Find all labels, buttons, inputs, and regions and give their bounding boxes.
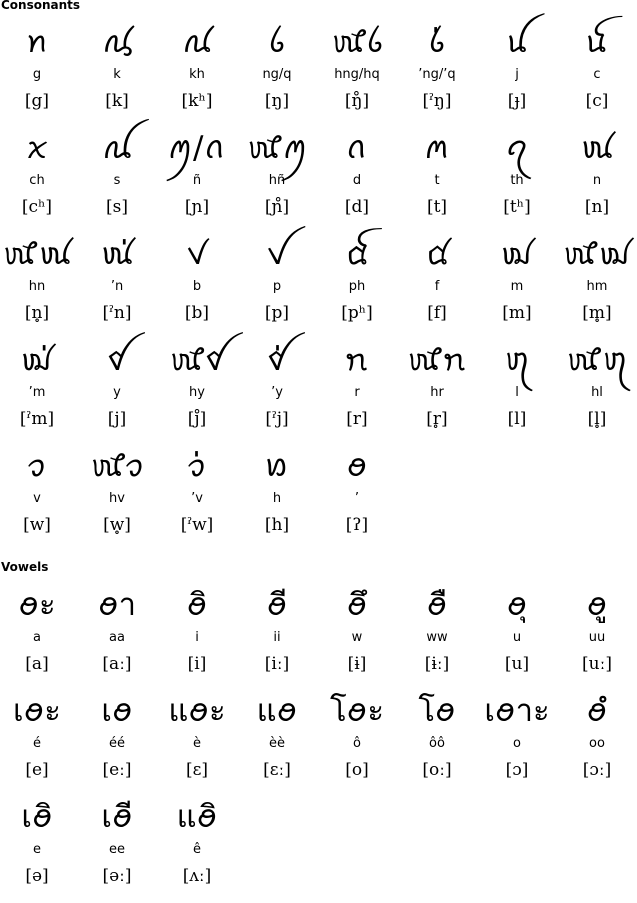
- transliteration: hm: [586, 279, 608, 294]
- ipa-value: [m]: [502, 303, 532, 323]
- letter-cell: [77, 22, 157, 116]
- letter-cell: [157, 446, 237, 540]
- letter-cell: [157, 691, 237, 785]
- ipa-value: [aː]: [102, 654, 132, 674]
- tai-viet-glyph: เꪮี: [101, 799, 133, 835]
- transliteration: é: [33, 736, 41, 751]
- letter-cell: [157, 128, 237, 222]
- ipa-value: [ɨː]: [424, 654, 450, 674]
- transliteration: e: [33, 842, 41, 857]
- tai-viet-glyph: ꪈꪘ: [1, 236, 73, 272]
- tai-viet-glyph: เꪮาะ: [484, 693, 550, 729]
- letter-cell: [77, 691, 157, 785]
- tai-viet-glyph: ꪮิ: [186, 587, 208, 623]
- transliteration: th: [510, 173, 524, 188]
- tai-viet-glyph: ꪮะ: [18, 587, 56, 623]
- transliteration: v: [33, 491, 41, 506]
- letter-cell: [157, 340, 237, 434]
- transliteration: b: [192, 279, 202, 294]
- letter-cell: [317, 234, 397, 328]
- table-row: [0, 446, 620, 552]
- transliteration: oo: [589, 736, 605, 751]
- tai-viet-glyph: ꪤ: [106, 342, 128, 378]
- transliteration: èè: [269, 736, 285, 751]
- letter-cell: [557, 691, 637, 785]
- ipa-value: [t]: [426, 197, 448, 217]
- tai-viet-glyph: แꪮ: [256, 693, 298, 729]
- transliteration: n: [592, 173, 602, 188]
- letter-cell: [317, 128, 397, 222]
- tai-viet-glyph: ꪢ: [499, 236, 535, 272]
- ipa-value: [r]: [346, 409, 368, 429]
- transliteration: hy: [189, 385, 205, 400]
- transliteration: r: [354, 385, 360, 400]
- letter-cell: [477, 22, 557, 116]
- letter-cell: [237, 446, 317, 540]
- ipa-value: [ʔ]: [345, 515, 369, 535]
- tai-viet-glyph: แꪮิ: [176, 799, 218, 835]
- ipa-value: [oː]: [422, 760, 452, 780]
- tai-viet-glyph: ꪈꪑ: [246, 130, 308, 166]
- ipa-value: [s]: [106, 197, 128, 217]
- transliteration: ph: [348, 279, 366, 294]
- tai-viet-glyph: ꪊ: [505, 24, 529, 60]
- letter-cell: [157, 22, 237, 116]
- letter-cell: [557, 585, 637, 679]
- tai-viet-glyph: ꪈꪦ: [406, 342, 468, 378]
- letter-cell: [77, 446, 157, 540]
- transliteration: k: [113, 67, 121, 82]
- transliteration: u: [512, 630, 522, 645]
- transliteration: hl: [591, 385, 603, 400]
- ipa-value: [d]: [344, 197, 370, 217]
- ipa-value: [pʰ]: [341, 303, 373, 323]
- ipa-value: [ˀn]: [102, 303, 132, 323]
- transliteration: ôô: [429, 736, 445, 751]
- tai-viet-glyph: โꪮ: [418, 693, 456, 729]
- tai-viet-glyph: ꪞ: [344, 236, 370, 272]
- tai-viet-glyph: ꪚ: [186, 236, 208, 272]
- transliteration: d: [352, 173, 362, 188]
- letter-cell: [77, 797, 157, 891]
- letter-cell: [477, 691, 557, 785]
- tai-viet-glyph: แꪮะ: [168, 693, 226, 729]
- tai-viet-glyph: ꪠ: [424, 236, 450, 272]
- letter-cell: [157, 234, 237, 328]
- ipa-value: [l̥]: [587, 409, 607, 429]
- transliteration: hng/hq: [334, 67, 380, 82]
- letter-cell: [0, 22, 77, 116]
- transliteration: ’n: [110, 279, 124, 294]
- ipa-value: [i]: [187, 654, 207, 674]
- tai-viet-glyph: โꪮะ: [330, 693, 384, 729]
- transliteration: ’v: [191, 491, 203, 506]
- ipa-value: [a]: [25, 654, 49, 674]
- tai-viet-glyph: ꪄ: [181, 24, 213, 60]
- tai-viet-glyph: ꪀ: [25, 24, 49, 60]
- transliteration: c: [593, 67, 601, 82]
- transliteration: ô: [353, 736, 361, 751]
- tai-viet-glyph: ꪉ: [268, 24, 286, 60]
- ipa-value: [ˀj]: [265, 409, 289, 429]
- transliteration: j: [515, 67, 519, 82]
- ipa-value: [w̥]: [103, 515, 131, 535]
- letter-cell: [397, 128, 477, 222]
- ipa-value: [r̥]: [426, 409, 448, 429]
- tai-viet-glyph: ꪮ: [346, 448, 368, 484]
- transliteration: è: [193, 736, 201, 751]
- transliteration: m: [510, 279, 524, 294]
- tai-viet-glyph: ꪂ: [101, 24, 133, 60]
- ipa-value: [ɛ]: [185, 760, 209, 780]
- ipa-value: [ŋ]: [264, 91, 290, 111]
- letter-cell: [77, 340, 157, 434]
- ipa-value: [j]: [107, 409, 127, 429]
- ipa-value: [cʰ]: [21, 197, 53, 217]
- tai-viet-glyph: ꪎ: [26, 130, 48, 166]
- consonant-table: [0, 22, 633, 552]
- ipa-value: [m̥]: [582, 303, 612, 323]
- transliteration: ww: [426, 630, 448, 645]
- ipa-value: [ɲ]: [184, 197, 210, 217]
- tai-viet-glyph: ꪑ/ꪒ: [167, 130, 227, 166]
- transliteration: ’m: [28, 385, 46, 400]
- ipa-value: [h]: [264, 515, 290, 535]
- ipa-value: [p]: [264, 303, 290, 323]
- transliteration: ’ng/’q: [418, 67, 456, 82]
- letter-cell: [557, 340, 637, 434]
- letter-cell: [317, 22, 397, 116]
- letter-cell: [237, 585, 317, 679]
- tai-viet-glyph: ꪈꪉ: [330, 24, 384, 60]
- letter-cell: [237, 234, 317, 328]
- letter-cell: [477, 585, 557, 679]
- tai-viet-glyph: ꪤ່: [266, 342, 288, 378]
- ipa-value: [ˀm]: [19, 409, 55, 429]
- tai-viet-glyph: ꪮํ: [586, 693, 608, 729]
- table-row: [0, 797, 620, 903]
- ipa-value: [ɨ]: [347, 654, 367, 674]
- transliteration: hn: [28, 279, 46, 294]
- letter-cell: [0, 585, 77, 679]
- transliteration: ñ: [192, 173, 202, 188]
- transliteration: ’: [354, 491, 360, 506]
- ipa-value: [ŋ̊]: [344, 91, 370, 111]
- transliteration: ê: [193, 842, 201, 857]
- ipa-value: [j̊]: [187, 409, 207, 429]
- ipa-value: [u]: [504, 654, 530, 674]
- transliteration: uu: [588, 630, 606, 645]
- transliteration: f: [434, 279, 440, 294]
- ipa-value: [ə]: [25, 866, 49, 886]
- letter-cell: [237, 22, 317, 116]
- tai-viet-glyph: เꪮิ: [21, 799, 53, 835]
- tai-viet-glyph: ꪫ: [27, 448, 47, 484]
- tai-viet-glyph: ꪢ່: [19, 342, 55, 378]
- table-row: [0, 691, 620, 797]
- letter-cell: [317, 340, 397, 434]
- transliteration: ng/q: [262, 67, 292, 82]
- letter-cell: [157, 585, 237, 679]
- tai-viet-glyph: ꪮู: [586, 587, 608, 623]
- letter-cell: [397, 22, 477, 116]
- tai-viet-glyph: ꪔ: [423, 130, 451, 166]
- transliteration: i: [195, 630, 199, 645]
- ipa-value: [n̥]: [24, 303, 50, 323]
- tai-viet-glyph: ꪈꪨ: [565, 342, 629, 378]
- ipa-value: [kʰ]: [181, 91, 213, 111]
- tai-viet-glyph: ꪈꪫ: [89, 448, 145, 484]
- transliteration: hñ: [268, 173, 286, 188]
- letter-cell: [77, 585, 157, 679]
- tai-viet-glyph: ꪫ່: [187, 448, 207, 484]
- tai-viet-glyph: ꪒ: [345, 130, 369, 166]
- letter-cell: [477, 128, 557, 222]
- letter-cell: [397, 340, 477, 434]
- tai-viet-glyph: ꪘ: [579, 130, 615, 166]
- transliteration: g: [32, 67, 42, 82]
- ipa-value: [n]: [584, 197, 610, 217]
- ipa-value: [tʰ]: [503, 197, 531, 217]
- tai-viet-glyph: ꪈꪢ: [561, 236, 633, 272]
- transliteration: a: [33, 630, 41, 645]
- ipa-value: [b]: [184, 303, 210, 323]
- transliteration: p: [272, 279, 282, 294]
- letter-cell: [77, 234, 157, 328]
- letter-cell: [317, 446, 397, 540]
- ipa-value: [ˀŋ]: [422, 91, 452, 111]
- consonants-heading: Consonants: [1, 0, 81, 12]
- letter-cell: [0, 446, 77, 540]
- transliteration: hv: [109, 491, 125, 506]
- ipa-value: [ɛː]: [263, 760, 291, 780]
- letter-cell: [77, 128, 157, 222]
- letter-cell: [557, 22, 637, 116]
- ipa-value: [e]: [25, 760, 49, 780]
- tai-viet-glyph: ꪮา: [97, 587, 137, 623]
- tai-viet-glyph: ꪜ: [266, 236, 288, 272]
- tai-viet-glyph: เꪮะ: [13, 693, 61, 729]
- tai-viet-glyph: ꪮื: [426, 587, 448, 623]
- letter-cell: [237, 340, 317, 434]
- transliteration: ee: [109, 842, 125, 857]
- table-row: [0, 234, 633, 340]
- tai-viet-glyph: ꪖ: [505, 130, 529, 166]
- ipa-value: [ɟ]: [507, 91, 527, 111]
- letter-cell: [477, 234, 557, 328]
- letter-cell: [157, 797, 237, 891]
- tai-viet-glyph: ꪘ່: [99, 236, 135, 272]
- transliteration: t: [434, 173, 440, 188]
- ipa-value: [l]: [507, 409, 527, 429]
- transliteration: kh: [189, 67, 205, 82]
- letter-cell: [397, 234, 477, 328]
- tai-viet-glyph: ꪌ: [585, 24, 609, 60]
- ipa-value: [f]: [427, 303, 447, 323]
- ipa-value: [ˀw]: [180, 515, 214, 535]
- tai-viet-glyph: ꪏ: [101, 130, 133, 166]
- ipa-value: [uː]: [582, 654, 612, 674]
- letter-cell: [477, 340, 557, 434]
- letter-cell: [0, 797, 77, 891]
- tai-viet-glyph: ꪮี: [266, 587, 288, 623]
- letter-cell: [0, 234, 77, 328]
- transliteration: hr: [430, 385, 444, 400]
- letter-cell: [557, 234, 637, 328]
- transliteration: ’y: [271, 385, 283, 400]
- transliteration: éé: [109, 736, 125, 751]
- tai-viet-glyph: ꪨ: [503, 342, 531, 378]
- letter-cell: [317, 691, 397, 785]
- tai-viet-glyph: ꪦ: [344, 342, 370, 378]
- letter-cell: [0, 691, 77, 785]
- table-row: [0, 340, 629, 446]
- transliteration: aa: [109, 630, 125, 645]
- table-row: [0, 128, 620, 234]
- transliteration: l: [515, 385, 519, 400]
- ipa-value: [c]: [585, 91, 609, 111]
- transliteration: o: [513, 736, 521, 751]
- letter-cell: [397, 585, 477, 679]
- letter-cell: [397, 691, 477, 785]
- ipa-value: [əː]: [102, 866, 132, 886]
- transliteration: h: [272, 491, 282, 506]
- vowel-table: [0, 585, 620, 903]
- ipa-value: [eː]: [102, 760, 132, 780]
- tai-viet-glyph: เꪮ: [101, 693, 133, 729]
- ipa-value: [ɔ]: [505, 760, 529, 780]
- letter-cell: [237, 691, 317, 785]
- tai-viet-glyph: ꪉ່: [428, 24, 446, 60]
- ipa-value: [ʌː]: [182, 866, 212, 886]
- letter-cell: [0, 128, 77, 222]
- transliteration: s: [113, 173, 121, 188]
- table-row: [0, 22, 620, 128]
- letter-cell: [317, 585, 397, 679]
- ipa-value: [o]: [345, 760, 369, 780]
- table-row: [0, 585, 620, 691]
- transliteration: y: [113, 385, 121, 400]
- vowels-heading: Vowels: [1, 560, 49, 574]
- ipa-value: [ɔː]: [582, 760, 612, 780]
- letter-cell: [0, 340, 77, 434]
- transliteration: w: [351, 630, 363, 645]
- transliteration: ch: [29, 173, 45, 188]
- ipa-value: [g]: [24, 91, 50, 111]
- ipa-value: [w]: [23, 515, 51, 535]
- letter-cell: [557, 128, 637, 222]
- ipa-value: [k]: [105, 91, 129, 111]
- transliteration: ii: [273, 630, 281, 645]
- ipa-value: [ɲ̊]: [264, 197, 290, 217]
- ipa-value: [iː]: [264, 654, 290, 674]
- tai-viet-glyph: ꪭ: [264, 448, 290, 484]
- letter-cell: [237, 128, 317, 222]
- tai-viet-glyph: ꪈꪤ: [168, 342, 226, 378]
- tai-viet-glyph: ꪮุ: [506, 587, 528, 623]
- tai-viet-glyph: ꪮึ: [346, 587, 368, 623]
